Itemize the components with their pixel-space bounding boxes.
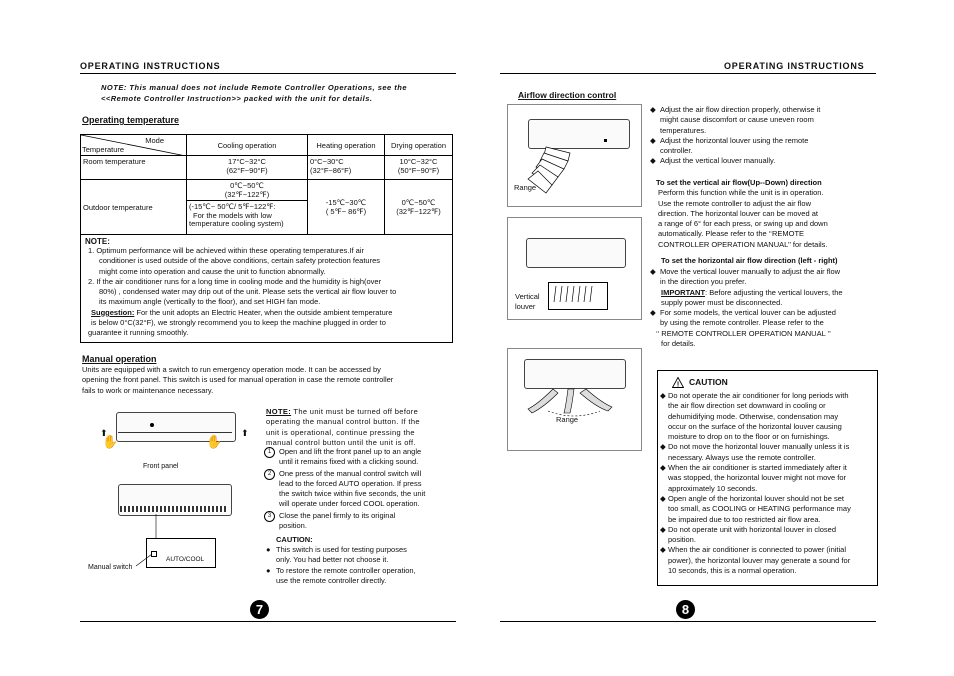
step-line: Open and lift the front panel up to an angle bbox=[279, 447, 422, 456]
caution-line: was stopped, the horizontal louver might not move for bbox=[668, 473, 847, 483]
outdoor-drying-f: (32℉~122℉) bbox=[396, 207, 441, 216]
note-line: its maximum angle (vertically to the floor), and set HIGH fan mode. bbox=[99, 297, 321, 307]
bullet-line: for details. bbox=[661, 339, 696, 349]
manual-note-line bbox=[266, 407, 456, 417]
outdoor-cooling-f: (32℉~122℉) bbox=[224, 190, 270, 199]
vertical-airflow-section bbox=[656, 178, 880, 250]
manual-switch-label: Manual switch bbox=[88, 564, 133, 571]
vertical-louver-label bbox=[515, 292, 540, 312]
suggestion-text: For the unit adopts an Electric Heater, when the outside ambient temperature bbox=[134, 307, 393, 317]
hand-left-icon: ✋ bbox=[102, 434, 119, 449]
diamond-bullet-icon: ◆ bbox=[650, 135, 656, 145]
table-corner-cell bbox=[81, 135, 187, 156]
airflow-title: Airflow direction control bbox=[518, 90, 617, 100]
airflow-bullet bbox=[650, 156, 880, 166]
bullet-line: temperatures. bbox=[660, 125, 707, 135]
lowtemp-range: (-15℃~ 50℃/ 5℉~122℉: bbox=[189, 202, 276, 211]
room-heating-cell bbox=[308, 156, 385, 180]
important-label: IMPORTANT bbox=[661, 287, 706, 297]
caution-item bbox=[266, 545, 456, 566]
caution-line: only. You had better not choose it. bbox=[276, 555, 389, 565]
manual-line: Units are equipped with a switch to run emergency operation mode. It can be accessed by bbox=[82, 365, 381, 374]
panel-line bbox=[118, 432, 232, 433]
right-page-header: OPERATING INSTRUCTIONS bbox=[724, 61, 865, 71]
manual-note-line: manual control button until the unit is off. bbox=[266, 437, 416, 447]
horizontal-bullet bbox=[650, 267, 880, 288]
step-number: 3 bbox=[264, 511, 275, 522]
caution-item bbox=[660, 463, 878, 494]
outdoor-heating-c: -15℃~30℃ bbox=[325, 198, 367, 207]
caution-line: use the remote controller directly. bbox=[276, 575, 387, 585]
left-page-header: OPERATING INSTRUCTIONS bbox=[80, 61, 221, 71]
caution-line: Open angle of the horizontal louver should not be set bbox=[668, 493, 844, 503]
notes-list bbox=[85, 246, 448, 339]
caution-line: position. bbox=[668, 535, 696, 545]
manual-operation-text bbox=[82, 365, 457, 396]
manual-line: fails to work or maintenance necessary. bbox=[82, 385, 214, 395]
step-text bbox=[279, 469, 425, 510]
caution-line: When the air conditioner is connected to power (initial bbox=[668, 545, 847, 555]
outdoor-drying-cell bbox=[385, 180, 453, 235]
bullet-line: Move the vertical louver manually to adjust the air flow bbox=[660, 267, 841, 276]
room-heating-c: 0°C~30°C bbox=[310, 157, 344, 166]
room-cooling-f: (62°F~90°F) bbox=[226, 166, 268, 175]
manual-note-label: NOTE: bbox=[266, 407, 292, 416]
note-line: might come into operation and cause the unit to function abnormally. bbox=[99, 266, 326, 276]
remote-note-line: NOTE: This manual does not include Remote Controller Operations, see the bbox=[101, 83, 408, 92]
left-header-rule bbox=[80, 73, 456, 74]
caution-line: occur on the surface of the horizontal louver causing bbox=[668, 421, 842, 431]
caution-line: Do not operate the air conditioner for long periods with bbox=[668, 391, 849, 400]
manual-caution-label: CAUTION: bbox=[276, 535, 313, 544]
caution-title: CAUTION bbox=[689, 377, 728, 387]
airflow-bullet bbox=[650, 105, 880, 136]
auto-cool-label: AUTO/COOL bbox=[166, 556, 205, 563]
manual-note bbox=[266, 407, 456, 448]
room-drying-c: 10°C~32°C bbox=[399, 157, 438, 166]
room-drying-f: (50°F~90°F) bbox=[397, 166, 440, 175]
bullet-line: controller. bbox=[660, 146, 693, 156]
important-line bbox=[650, 288, 880, 298]
note-line: 80%) , condensed water may drip out of the unit. Please sets the vertical air flow louver to bbox=[99, 287, 397, 297]
arrow-up-right-icon: ⬆ bbox=[241, 428, 249, 438]
vertical-airflow-title: To set the vertical air flow(Up--Down) direction bbox=[656, 178, 822, 187]
diamond-bullet-icon: ◆ bbox=[660, 463, 666, 473]
page-number-left: 7 bbox=[250, 600, 269, 619]
step-line: the switch twice within five seconds, the unit bbox=[279, 489, 426, 499]
caution-line: This switch is used for testing purposes bbox=[276, 545, 407, 554]
outdoor-temperature-label: Outdoor temperature bbox=[81, 180, 187, 235]
important-line: supply power must be disconnected. bbox=[661, 297, 783, 307]
step-line: position. bbox=[279, 521, 307, 531]
suggestion-line bbox=[88, 308, 448, 318]
drying-header: Drying operation bbox=[385, 135, 453, 156]
note-line: 1. Optimum performance will be achieved within these operating temperatures.If air bbox=[88, 246, 364, 255]
manual-note-line: operating the manual control button. If the bbox=[266, 417, 420, 427]
right-header-rule bbox=[500, 73, 876, 74]
step-line: One press of the manual control switch will bbox=[279, 468, 422, 478]
outdoor-drying-c: 0℃~50℃ bbox=[401, 198, 436, 207]
heating-header: Heating operation bbox=[308, 135, 385, 156]
bullet-icon: ● bbox=[266, 565, 271, 575]
caution-line: be impaired due to too restricted air flow area. bbox=[668, 514, 821, 524]
diamond-bullet-icon: ◆ bbox=[660, 391, 666, 400]
suggestion-label: Suggestion: bbox=[91, 307, 135, 317]
range-label-1: Range bbox=[514, 183, 537, 192]
right-footer-rule bbox=[500, 621, 876, 622]
step-number: 1 bbox=[264, 447, 275, 458]
bullet-line: Adjust the vertical louver manually. bbox=[660, 156, 776, 166]
room-cooling-c: 17°C~32°C bbox=[228, 157, 266, 166]
remote-note-line: <<Remote Controller Instruction>> packed with the unit for details. bbox=[101, 94, 373, 103]
note-label: NOTE: bbox=[85, 237, 110, 246]
caution-item bbox=[660, 442, 878, 463]
caution-item bbox=[660, 494, 878, 525]
bullet-line: might cause discomfort or cause uneven room bbox=[660, 115, 814, 125]
step-text bbox=[279, 511, 395, 532]
airflow-range-illustration bbox=[507, 348, 642, 451]
room-temperature-label: Room temperature bbox=[81, 156, 187, 180]
outdoor-cooling-lowtemp bbox=[187, 201, 307, 231]
diamond-bullet-icon: ◆ bbox=[660, 545, 666, 555]
caution-line: power), the horizontal louver may generate a sound for bbox=[668, 555, 851, 565]
bullet-line: ‘‘ REMOTE CONTROLLER OPERATION MANUAL ’’ bbox=[656, 328, 831, 338]
bullet-line: Adjust the air flow direction properly, otherwise it bbox=[660, 105, 821, 114]
diamond-bullet-icon: ◆ bbox=[650, 267, 656, 276]
caution-item bbox=[660, 391, 878, 442]
step-text bbox=[279, 447, 421, 468]
operating-temperature-title: Operating temperature bbox=[82, 115, 180, 125]
airflow-bullet bbox=[650, 136, 880, 157]
front-panel-label: Front panel bbox=[143, 463, 179, 470]
important-text: : Before adjusting the vertical louvers, the bbox=[705, 287, 843, 297]
manual-caution-list bbox=[266, 545, 456, 586]
outdoor-cooling-standard bbox=[187, 180, 307, 201]
step-item bbox=[264, 469, 456, 510]
step-item bbox=[264, 511, 456, 532]
step-item bbox=[264, 447, 456, 468]
caution-list bbox=[660, 391, 878, 576]
note-line: 2. If the air conditioner runs for a long time in cooling mode and the humidity is high(over bbox=[88, 276, 382, 286]
diamond-bullet-icon: ◆ bbox=[650, 105, 656, 114]
hand-right-icon: ✋ bbox=[206, 434, 223, 449]
caution-line: moisture to drop on to the floor or on furnishings. bbox=[668, 432, 830, 442]
caution-item bbox=[660, 525, 878, 546]
left-footer-rule bbox=[80, 621, 456, 622]
horizontal-bullet bbox=[650, 308, 880, 329]
room-cooling-cell bbox=[187, 156, 308, 180]
bullet-line: Adjust the horizontal louver using the remote bbox=[660, 135, 809, 145]
step-line: will operate under forced COOL operation. bbox=[279, 499, 420, 509]
caution-line: When the air conditioner is started immediately after it bbox=[668, 463, 847, 473]
caution-line: Do not operate unit with horizontal louver in closed bbox=[668, 524, 837, 534]
outdoor-cooling-cell bbox=[187, 180, 308, 235]
bullet-line: For some models, the vertical louver can be adjusted bbox=[660, 308, 836, 318]
temperature-table bbox=[80, 134, 453, 343]
switch-dot bbox=[150, 423, 154, 427]
caution-line: the air flow direction set downward in cooling or bbox=[668, 401, 826, 411]
lowtemp-note: For the models with low bbox=[193, 210, 272, 220]
caution-line: too small, as COOLING or HEATING performance may bbox=[668, 504, 851, 514]
note-line: conditioner is used outside of the above conditions, certain safety protection features bbox=[99, 256, 381, 266]
airflow-bullets bbox=[650, 105, 880, 167]
diamond-bullet-icon: ◆ bbox=[660, 442, 666, 452]
step-line: Close the panel firmly to its original bbox=[279, 510, 396, 520]
svg-text:!: ! bbox=[676, 381, 680, 388]
bullet-line: by using the remote controller. Please refer to the bbox=[660, 318, 824, 328]
mode-label: Mode bbox=[145, 136, 164, 145]
outdoor-cooling-c: 0℃~50℃ bbox=[230, 181, 264, 190]
caution-item bbox=[660, 545, 878, 576]
caution-line: 10 seconds, this is a normal operation. bbox=[668, 566, 797, 576]
manual-note-text: The unit must be turned off before bbox=[291, 407, 419, 416]
caution-line: Do not move the horizontal louver manually unless it is bbox=[668, 442, 850, 452]
bullet-line: in the direction you prefer. bbox=[660, 277, 747, 287]
suggestion-line: is below 0°C(32°F), we strongly recommend you to keep the machine plugged in order to bbox=[91, 318, 386, 328]
vertical-line: automatically. Please refer to the ‘‘REMOTE bbox=[658, 229, 805, 239]
temperature-label: Temperature bbox=[82, 145, 125, 154]
manual-steps bbox=[264, 447, 456, 531]
manual-line: opening the front panel. This switch is used for manual operation in case the remote controller bbox=[82, 375, 394, 385]
horizontal-airflow-title: To set the horizontal air flow direction (left - right) bbox=[661, 256, 838, 265]
room-heating-f: (32°F~86°F) bbox=[310, 166, 352, 175]
room-drying-cell bbox=[385, 156, 453, 180]
cooling-header: Cooling operation bbox=[187, 135, 308, 156]
airflow-arrows bbox=[508, 349, 641, 450]
outdoor-heating-cell bbox=[308, 180, 385, 235]
caution-item bbox=[266, 566, 456, 587]
vertical-line: CONTROLLER OPERATION MANUAL’’ for details. bbox=[658, 239, 828, 249]
range-label-2: Range bbox=[556, 415, 579, 424]
notes-cell bbox=[81, 235, 453, 343]
diamond-bullet-icon: ◆ bbox=[660, 524, 666, 534]
diamond-bullet-icon: ◆ bbox=[660, 493, 666, 503]
vertical-line: Perform this function while the unit is in operation. bbox=[658, 188, 824, 198]
caution-line: To restore the remote controller operation, bbox=[276, 565, 416, 575]
lowtemp-note: temperature cooling system) bbox=[189, 219, 284, 228]
vertical-line: a range of 6° for each press, or swing up and down bbox=[658, 219, 828, 229]
diamond-bullet-icon: ◆ bbox=[650, 308, 656, 318]
suggestion-line: guarantee it running smoothly. bbox=[88, 328, 189, 338]
page-number-right: 8 bbox=[676, 600, 695, 619]
caution-line: dehumidifying mode. Otherwise, condensation may bbox=[668, 411, 839, 421]
manual-operation-title: Manual operation bbox=[82, 354, 157, 364]
warning-triangle-icon bbox=[672, 375, 684, 386]
bullet-icon: ● bbox=[266, 545, 271, 554]
diamond-bullet-icon: ◆ bbox=[650, 156, 656, 166]
caution-line: approximately 10 seconds. bbox=[668, 483, 758, 493]
step-line: lead to the forced AUTO operation. If press bbox=[279, 478, 422, 488]
step-number: 2 bbox=[264, 469, 275, 480]
arrow-up-left-icon: ⬆ bbox=[100, 428, 108, 438]
outdoor-heating-f: ( 5℉~ 86℉) bbox=[325, 207, 367, 216]
step-line: until it remains fixed with a clicking sound. bbox=[279, 457, 419, 467]
label-line: Vertical bbox=[515, 292, 540, 301]
front-panel-illustration bbox=[96, 404, 256, 464]
manual-note-line: unit is operational, continue pressing the bbox=[266, 427, 415, 437]
label-line: louver bbox=[515, 302, 536, 311]
vertical-line: Use the remote controller to adjust the air flow bbox=[658, 198, 811, 208]
vertical-line: direction. The horizontal louver can be moved at bbox=[658, 208, 818, 218]
remote-note bbox=[101, 82, 451, 104]
caution-line: necessary. Always use the remote controller. bbox=[668, 452, 816, 462]
horizontal-airflow-section bbox=[650, 267, 880, 349]
